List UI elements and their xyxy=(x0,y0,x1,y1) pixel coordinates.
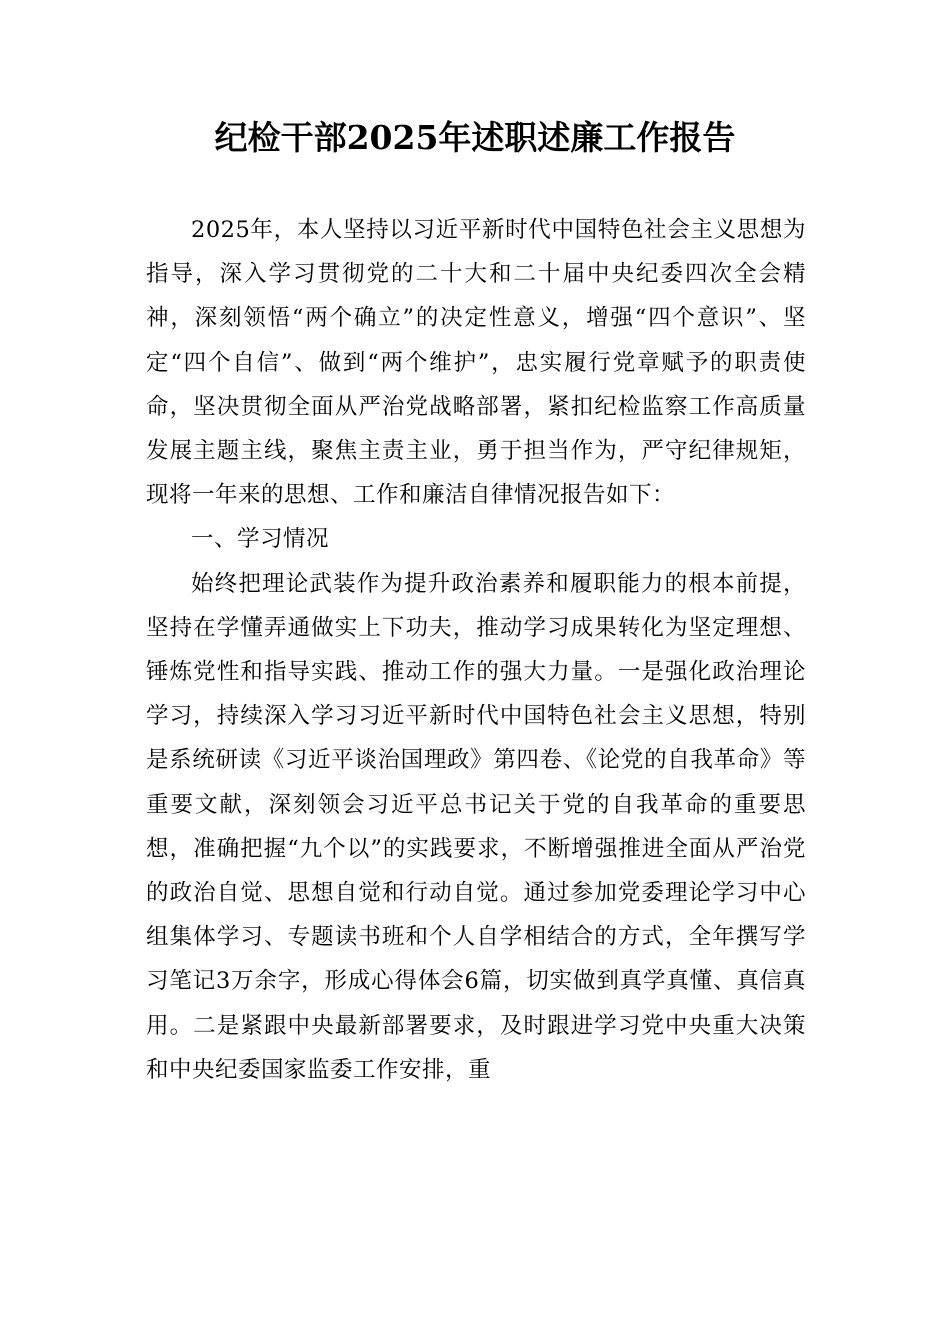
intro-paragraph: 2025年，本人坚持以习近平新时代中国特色社会主义思想为指导，深入学习贯彻党的二十大和二十届中央纪委四次全会精神，深刻领悟“两个确立”的决定性意义，增强“四个意识”、坚定“四个自信”、做到“两个维护”，忠实履行党章赋予的职责使命，坚决贯彻全面从严治党战略部署，紧扣纪检监察工作高质量发展主题主线，聚焦主责主业，勇于担当作为，严守纪律规矩，现将一年来的思想、工作和廉洁自律情况报告如下： xyxy=(146,217,806,509)
section-heading-study: 一、学习情况 xyxy=(191,526,330,553)
document-title: 纪检干部2025年述职述廉工作报告 xyxy=(214,118,736,157)
study-paragraph: 始终把理论武装作为提升政治素养和履职能力的根本前提，坚持在学懂弄通做实上下功夫，推动学习成果转化为坚定理想、锤炼党性和指导实践、推动工作的强大力量。一是强化政治理论学习，持续深入学习习近平新时代中国特色社会主义思想，特别是系统研读《习近平谈治国理政》第四卷、《论党的自我革命》等重要文献，深刻领会习近平总书记关于党的自我革命的重要思想，准确把握“九个以”的实践要求，不断增强推进全面从严治党的政治自觉、思想自觉和行动自觉。通过参加党委理论学习中心组集体学习、专题读书班和个人自学相结合的方式，全年撰写学习笔记3万余字，形成心得体会6篇，切实做到真学真懂、真信真用。二是紧跟中央最新部署要求，及时跟进学习党中央重大决策和中央纪委国家监委工作安排，重 xyxy=(146,570,806,1083)
document-body xyxy=(146,208,806,1092)
